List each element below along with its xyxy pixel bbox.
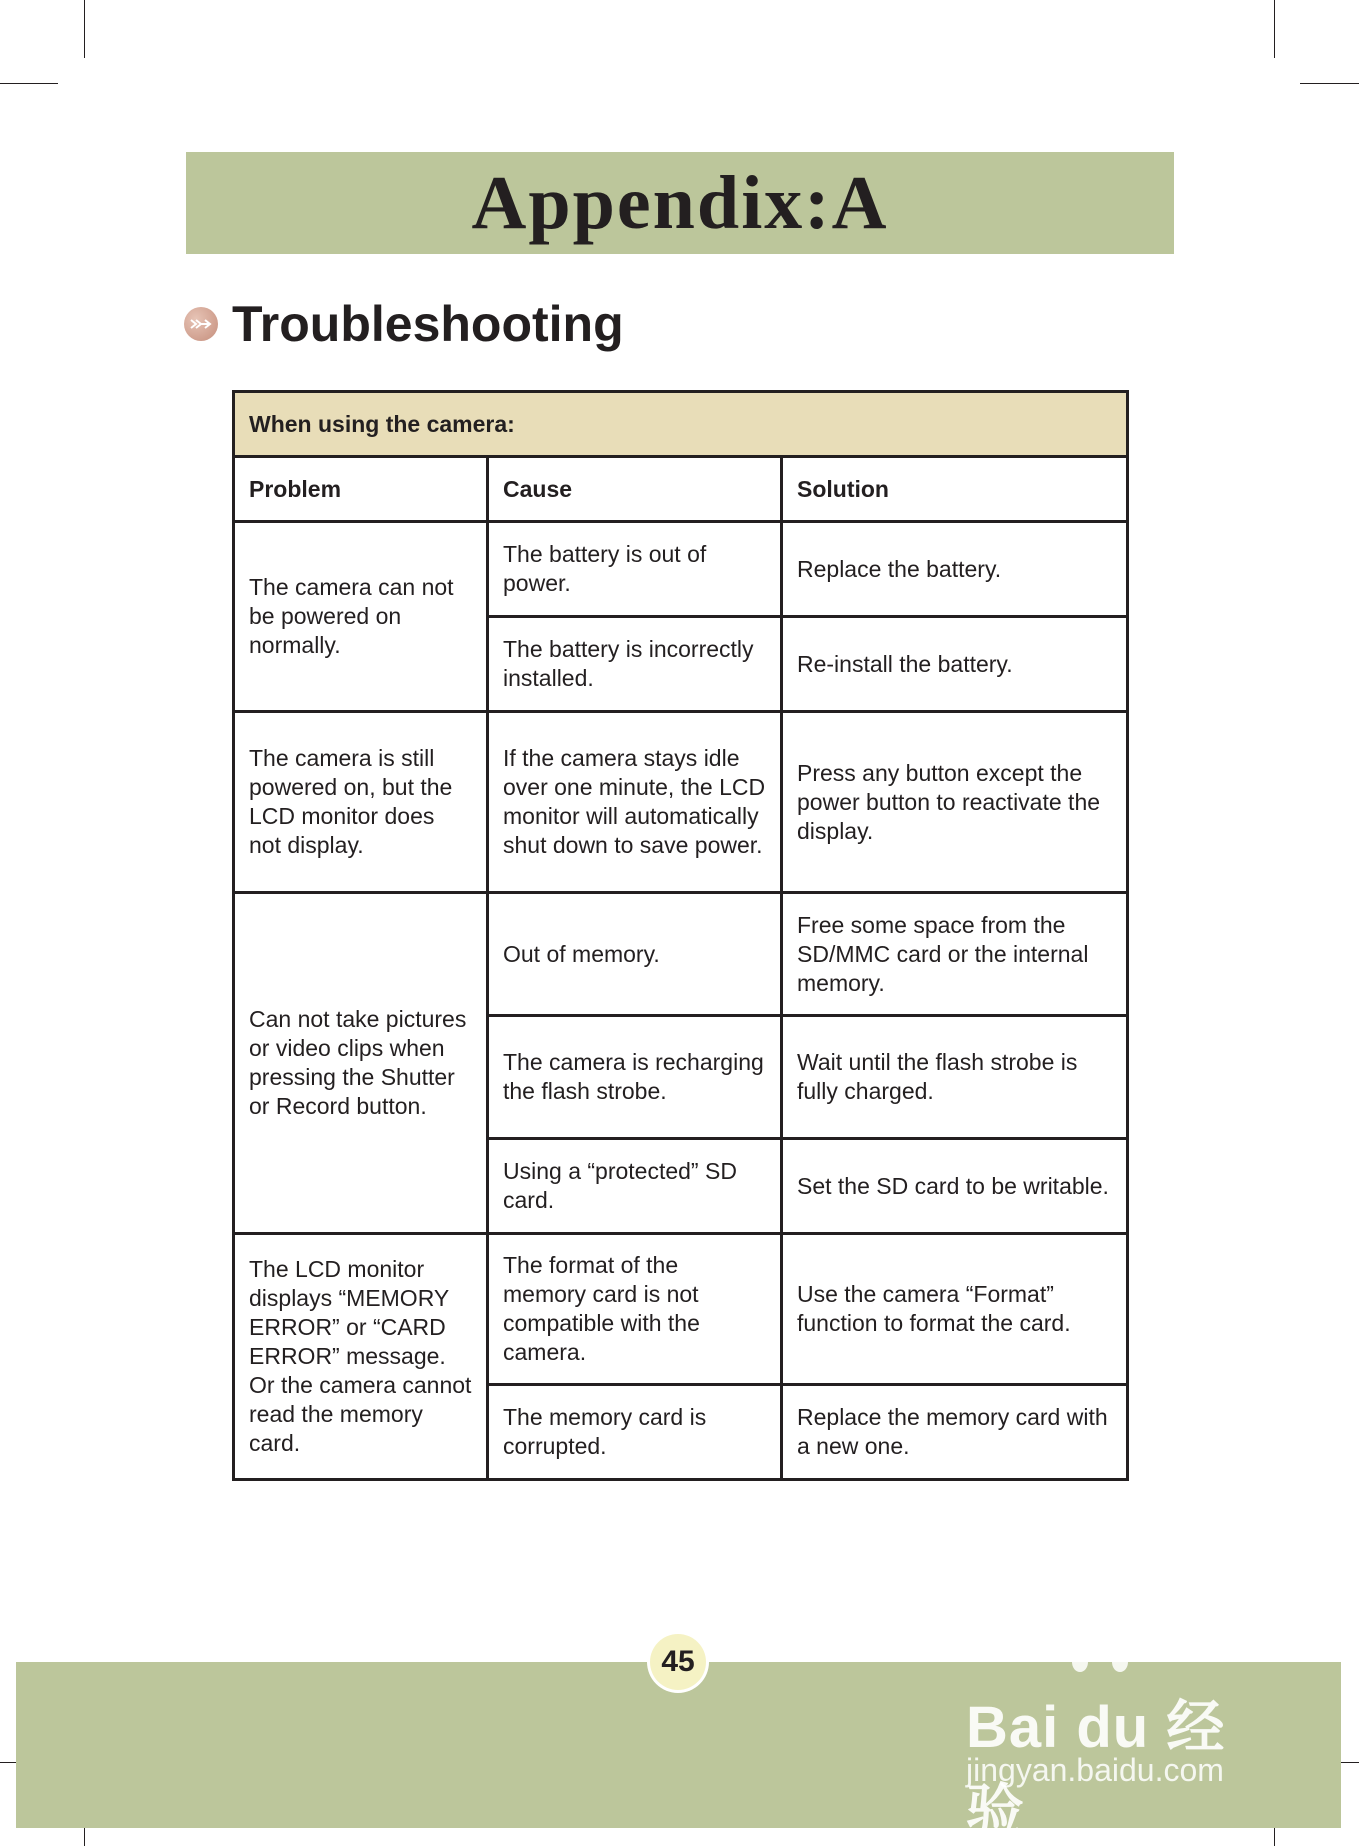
solution-cell: Wait until the flash strobe is fully charged. <box>782 1016 1128 1139</box>
column-header-problem: Problem <box>234 457 488 522</box>
table-header-row <box>234 457 1128 522</box>
solution-cell: Use the camera “Format” function to format the card. <box>782 1234 1128 1385</box>
column-header-cause: Cause <box>488 457 782 522</box>
table-row <box>234 522 1128 617</box>
watermark-url: jingyan.baidu.com <box>966 1752 1224 1788</box>
problem-cell: Can not take pictures or video clips when pressing the Shutter or Record button. <box>234 893 488 1234</box>
problem-cell: The LCD monitor displays “MEMORY ERROR” or “CARD ERROR” message. Or the camera cannot read the memory card. <box>234 1234 488 1480</box>
crop-mark <box>1300 83 1359 84</box>
solution-cell: Set the SD card to be writable. <box>782 1139 1128 1234</box>
watermark <box>962 1640 1282 1844</box>
crop-mark <box>1274 0 1275 58</box>
arrow-right-icon <box>184 307 218 341</box>
solution-cell: Replace the battery. <box>782 522 1128 617</box>
problem-cell: The camera can not be powered on normally. <box>234 522 488 712</box>
troubleshooting-table <box>232 390 1129 1481</box>
problem-cell: The camera is still powered on, but the LCD monitor does not display. <box>234 712 488 893</box>
cause-cell: The memory card is corrupted. <box>488 1385 782 1480</box>
cause-cell: Out of memory. <box>488 893 782 1016</box>
crop-mark <box>84 0 85 58</box>
solution-cell: Free some space from the SD/MMC card or the internal memory. <box>782 893 1128 1016</box>
cause-cell: The battery is out of power. <box>488 522 782 617</box>
cause-cell: If the camera stays idle over one minute, the LCD monitor will automatically shut down to save power. <box>488 712 782 893</box>
cause-cell: Using a “protected” SD card. <box>488 1139 782 1234</box>
title-band <box>186 152 1174 254</box>
cause-cell: The camera is recharging the flash strobe. <box>488 1016 782 1139</box>
page-title: Appendix:A <box>471 160 889 245</box>
page-number: 45 <box>650 1634 706 1690</box>
solution-cell: Replace the memory card with a new one. <box>782 1385 1128 1480</box>
table-row <box>234 893 1128 1016</box>
section-heading <box>184 296 624 352</box>
solution-cell: Re-install the battery. <box>782 617 1128 712</box>
table-banner: When using the camera: <box>234 392 1128 457</box>
watermark-brand: Bai du 经验 <box>966 1695 1226 1844</box>
crop-mark <box>0 83 58 84</box>
table-row <box>234 712 1128 893</box>
cause-cell: The format of the memory card is not compatible with the camera. <box>488 1234 782 1385</box>
table-row <box>234 1234 1128 1385</box>
solution-cell: Press any button except the power button to reactivate the display. <box>782 712 1128 893</box>
column-header-solution: Solution <box>782 457 1128 522</box>
section-title: Troubleshooting <box>232 296 624 352</box>
table-banner-row <box>234 392 1128 457</box>
cause-cell: The battery is incorrectly installed. <box>488 617 782 712</box>
